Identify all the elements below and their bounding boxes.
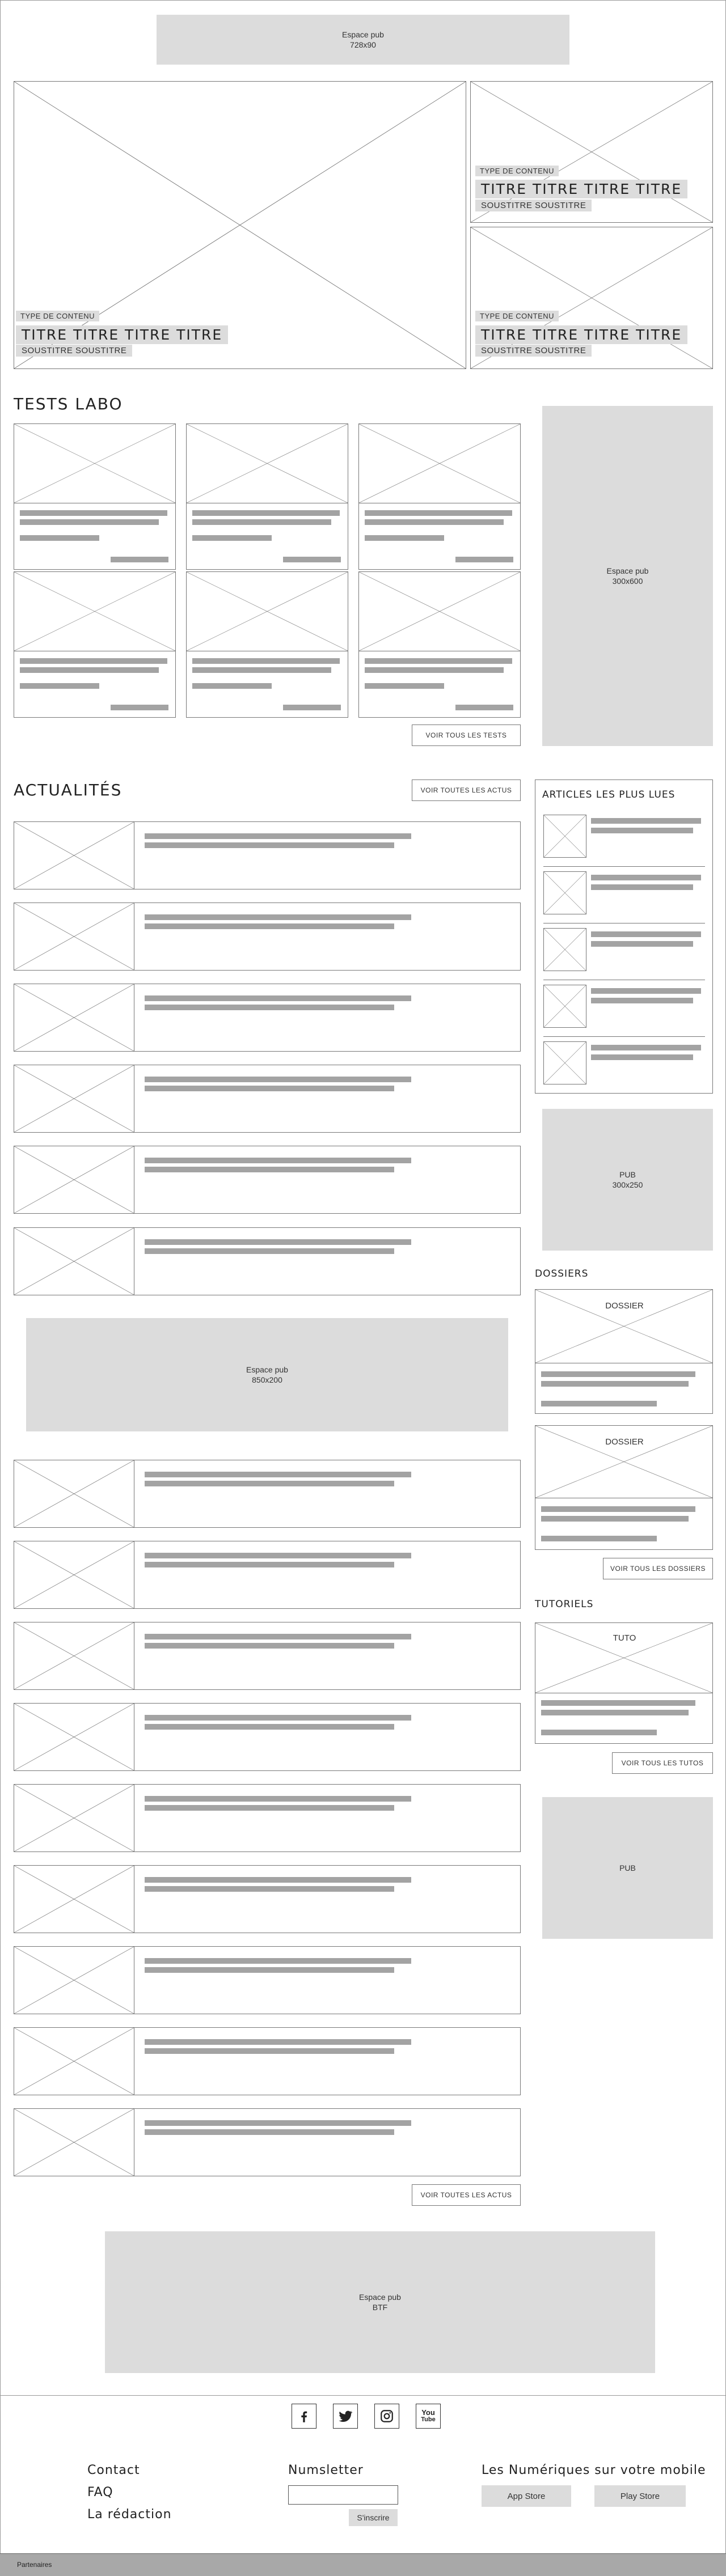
placeholder-cross-icon — [14, 2109, 134, 2176]
text-line — [111, 705, 168, 710]
instagram-icon[interactable] — [374, 2404, 399, 2429]
hero-main-title[interactable]: TITRE TITRE TITRE TITRE — [16, 325, 228, 344]
news-item[interactable] — [14, 1065, 521, 1133]
news-item[interactable] — [14, 1227, 521, 1295]
tests-side-ad-size: 300x600 — [612, 577, 643, 586]
placeholder-cross-icon — [14, 1704, 134, 1770]
placeholder-cross-icon — [14, 572, 175, 651]
news-item-thumbnail — [14, 822, 134, 889]
news-item-thumbnail — [14, 1704, 134, 1770]
tests-side-ad-label: Espace pub — [606, 566, 649, 575]
app-store-button[interactable]: App Store — [482, 2485, 571, 2507]
text-line — [145, 1643, 394, 1649]
news-item[interactable] — [14, 903, 521, 971]
dossier-card-1-label: DOSSIER — [602, 1301, 647, 1311]
placeholder-cross-icon — [14, 822, 134, 889]
placeholder-cross-icon — [359, 424, 520, 503]
news-item[interactable] — [14, 1541, 521, 1609]
news-item-thumbnail — [14, 1947, 134, 2014]
text-line — [541, 1381, 689, 1387]
text-line — [145, 1877, 411, 1883]
see-all-news-top-button[interactable]: VOIR TOUTES LES ACTUS — [412, 779, 521, 801]
hero-side1-type: TYPE DE CONTENU — [475, 166, 559, 176]
news-item[interactable] — [14, 1703, 521, 1771]
popular-article[interactable] — [543, 922, 714, 977]
placeholder-cross-icon — [14, 1146, 134, 1213]
popular-article-thumbnail — [543, 871, 586, 914]
top-ad-label: Espace pub — [342, 30, 384, 39]
news-item[interactable] — [14, 821, 521, 889]
text-line — [20, 667, 159, 673]
mid-ad-label: Espace pub — [246, 1365, 288, 1374]
news-item-thumbnail — [14, 1541, 134, 1608]
text-line — [145, 1167, 394, 1172]
text-line — [591, 1054, 693, 1060]
test-card[interactable] — [186, 571, 348, 718]
news-item[interactable] — [14, 984, 521, 1052]
hero-main-subtitle: SOUSTITRE SOUSTITRE — [16, 345, 132, 357]
side-pub-ad-size: 300x250 — [612, 1180, 643, 1189]
side-pub-ad-2[interactable] — [542, 1797, 713, 1939]
text-line — [365, 667, 504, 673]
news-item-thumbnail — [14, 2028, 134, 2095]
hero-side2-type: TYPE DE CONTENU — [475, 311, 559, 321]
placeholder-cross-icon — [14, 1460, 134, 1527]
text-line — [365, 683, 444, 689]
text-line — [145, 2039, 411, 2045]
news-item[interactable] — [14, 2027, 521, 2095]
news-item-thumbnail — [14, 1146, 134, 1213]
placeholder-cross-icon — [544, 872, 586, 914]
text-line — [591, 1045, 701, 1050]
text-line — [591, 828, 693, 833]
text-line — [145, 923, 394, 929]
placeholder-cross-icon — [14, 1228, 134, 1295]
hero-side2-subtitle: SOUSTITRE SOUSTITRE — [475, 345, 592, 357]
test-card[interactable] — [14, 571, 176, 718]
popular-article[interactable] — [543, 809, 714, 863]
footer-link-contact[interactable]: Contact — [87, 2463, 140, 2477]
text-line — [192, 658, 340, 664]
news-item-thumbnail — [14, 1228, 134, 1295]
news-item[interactable] — [14, 1622, 521, 1690]
news-item-thumbnail — [14, 903, 134, 970]
top-ad-size: 728x90 — [350, 40, 376, 49]
popular-article-thumbnail — [543, 985, 586, 1028]
hero-side2-title[interactable]: TITRE TITRE TITRE TITRE — [475, 325, 687, 344]
mid-ad-size: 850x200 — [252, 1375, 282, 1384]
news-section-title: ACTUALITÉS — [14, 781, 123, 799]
text-line — [145, 1086, 394, 1091]
text-line — [145, 1724, 394, 1730]
tests-side-ad[interactable] — [542, 406, 713, 746]
hero-side1-title[interactable]: TITRE TITRE TITRE TITRE — [475, 180, 687, 198]
dossier-card-2-label: DOSSIER — [602, 1437, 647, 1447]
placeholder-cross-icon — [187, 572, 348, 651]
newsletter-email-input[interactable] — [288, 2485, 398, 2505]
text-line — [541, 1700, 695, 1706]
text-line — [541, 1730, 657, 1735]
text-line — [145, 1958, 411, 1964]
text-line — [145, 1634, 411, 1639]
text-line — [20, 510, 167, 516]
text-line — [541, 1401, 657, 1406]
text-line — [145, 1239, 411, 1245]
text-line — [591, 931, 701, 937]
placeholder-cross-icon — [14, 1541, 134, 1608]
placeholder-cross-icon — [14, 1622, 134, 1689]
text-line — [145, 842, 394, 848]
text-line — [145, 914, 411, 920]
news-item-thumbnail — [14, 2109, 134, 2176]
text-line — [591, 818, 701, 824]
news-item[interactable] — [14, 1784, 521, 1852]
tests-section-title: TESTS LABO — [14, 395, 123, 413]
btf-ad-size: BTF — [372, 2303, 388, 2312]
placeholder-cross-icon — [544, 815, 586, 857]
partners-bar — [0, 2553, 726, 2576]
see-all-dossiers-button[interactable]: VOIR TOUS LES DOSSIERS — [603, 1558, 713, 1579]
side-pub-ad-2-label: PUB — [619, 1863, 636, 1872]
text-line — [20, 519, 159, 525]
text-line — [192, 519, 331, 525]
text-line — [145, 1077, 411, 1082]
dossier-card-2[interactable] — [535, 1425, 713, 1550]
popular-article[interactable] — [543, 1036, 714, 1090]
dossier-card-1[interactable] — [535, 1289, 713, 1414]
side-pub-ad-label: PUB — [619, 1170, 636, 1179]
news-item-thumbnail — [14, 1065, 134, 1132]
text-line — [541, 1506, 695, 1512]
placeholder-cross-icon — [14, 424, 175, 503]
placeholder-cross-icon — [544, 985, 586, 1027]
test-card-image — [359, 572, 520, 651]
text-line — [192, 667, 331, 673]
twitter-icon[interactable] — [333, 2404, 358, 2429]
test-card-image — [14, 424, 175, 503]
text-line — [455, 557, 513, 562]
text-line — [145, 1005, 394, 1010]
text-line — [283, 705, 341, 710]
text-line — [192, 683, 272, 689]
test-card-image — [187, 424, 348, 503]
text-line — [145, 1158, 411, 1163]
text-line — [365, 519, 504, 525]
footer-link-faq[interactable]: FAQ — [87, 2485, 113, 2499]
see-all-news-bottom-button[interactable]: VOIR TOUTES LES ACTUS — [412, 2184, 521, 2206]
text-line — [145, 1967, 394, 1973]
text-line — [192, 535, 272, 541]
placeholder-cross-icon — [187, 424, 348, 503]
text-line — [591, 875, 701, 880]
popular-title: ARTICLES LES PLUS LUES — [542, 789, 676, 800]
news-item[interactable] — [14, 1460, 521, 1528]
news-item-thumbnail — [14, 1460, 134, 1527]
placeholder-cross-icon — [14, 1785, 134, 1852]
text-line — [145, 1481, 394, 1486]
test-card[interactable] — [358, 571, 521, 718]
hero-main-type: TYPE DE CONTENU — [16, 311, 99, 321]
placeholder-cross-icon — [14, 1866, 134, 1933]
test-card[interactable] — [358, 423, 521, 570]
text-line — [591, 941, 693, 947]
see-all-tutos-button[interactable]: VOIR TOUS LES TUTOS — [612, 1752, 713, 1774]
text-line — [145, 995, 411, 1001]
popular-article[interactable] — [543, 866, 714, 920]
test-card[interactable] — [14, 423, 176, 570]
text-line — [20, 683, 99, 689]
news-item-thumbnail — [14, 1622, 134, 1689]
text-line — [145, 1472, 411, 1477]
test-card-image — [359, 424, 520, 503]
text-line — [541, 1516, 689, 1522]
youtube-text-top: You — [421, 2408, 435, 2417]
newsletter-title: Numsletter — [288, 2463, 364, 2477]
top-ad[interactable] — [157, 15, 569, 65]
text-line — [541, 1710, 689, 1715]
text-line — [591, 988, 701, 994]
text-line — [365, 510, 512, 516]
placeholder-cross-icon — [14, 2028, 134, 2095]
play-store-button[interactable]: Play Store — [594, 2485, 686, 2507]
text-line — [455, 705, 513, 710]
text-line — [541, 1536, 657, 1541]
text-line — [145, 2120, 411, 2126]
text-line — [283, 557, 341, 562]
footer-link-redaction[interactable]: La rédaction — [87, 2507, 172, 2522]
mobile-title: Les Numériques sur votre mobile — [482, 2463, 706, 2477]
popular-article-thumbnail — [543, 1041, 586, 1084]
dossiers-title: DOSSIERS — [535, 1268, 589, 1279]
test-card-image — [14, 572, 175, 651]
text-line — [365, 535, 444, 541]
newsletter-subscribe-button[interactable]: S'inscrire — [349, 2509, 398, 2526]
btf-ad[interactable] — [105, 2231, 655, 2373]
news-item-thumbnail — [14, 1866, 134, 1933]
text-line — [20, 658, 167, 664]
popular-article-thumbnail — [543, 928, 586, 971]
text-line — [145, 2048, 394, 2054]
placeholder-cross-icon — [14, 903, 134, 970]
text-line — [145, 1553, 411, 1558]
tuto-card-1-label: TUTO — [607, 1633, 641, 1643]
youtube-text-bottom: Tube — [421, 2416, 436, 2423]
text-line — [145, 1796, 411, 1802]
text-line — [145, 1886, 394, 1892]
news-item-thumbnail — [14, 984, 134, 1051]
news-item-thumbnail — [14, 1785, 134, 1852]
news-item[interactable] — [14, 2108, 521, 2176]
mid-ad[interactable] — [26, 1318, 508, 1431]
text-line — [591, 998, 693, 1003]
news-item[interactable] — [14, 1865, 521, 1933]
text-line — [541, 1371, 695, 1377]
see-all-tests-button[interactable]: VOIR TOUS LES TESTS — [412, 724, 521, 746]
text-line — [145, 1805, 394, 1811]
facebook-icon[interactable] — [292, 2404, 316, 2429]
placeholder-cross-icon — [544, 929, 586, 971]
side-pub-ad[interactable] — [542, 1109, 713, 1251]
text-line — [111, 557, 168, 562]
text-line — [145, 1562, 394, 1567]
popular-article[interactable] — [543, 979, 714, 1033]
text-line — [365, 658, 512, 664]
text-line — [145, 1248, 394, 1254]
news-item[interactable] — [14, 1946, 521, 2014]
text-line — [591, 884, 693, 890]
text-line — [192, 510, 340, 516]
news-item[interactable] — [14, 1146, 521, 1214]
test-card-image — [187, 572, 348, 651]
popular-article-thumbnail — [543, 815, 586, 858]
text-line — [145, 1715, 411, 1721]
placeholder-cross-icon — [14, 984, 134, 1051]
youtube-icon[interactable] — [416, 2404, 441, 2429]
test-card[interactable] — [186, 423, 348, 570]
placeholder-cross-icon — [14, 1947, 134, 2014]
hero-side1-subtitle: SOUSTITRE SOUSTITRE — [475, 200, 592, 211]
placeholder-cross-icon — [14, 1065, 134, 1132]
tuto-card-1[interactable] — [535, 1622, 713, 1744]
placeholder-cross-icon — [359, 572, 520, 651]
partners-label[interactable]: Partenaires — [17, 2561, 52, 2569]
tutoriels-title: TUTORIELS — [535, 1599, 594, 1610]
text-line — [145, 833, 411, 839]
btf-ad-label: Espace pub — [359, 2293, 401, 2302]
placeholder-cross-icon — [544, 1042, 586, 1084]
text-line — [20, 535, 99, 541]
text-line — [145, 2129, 394, 2135]
